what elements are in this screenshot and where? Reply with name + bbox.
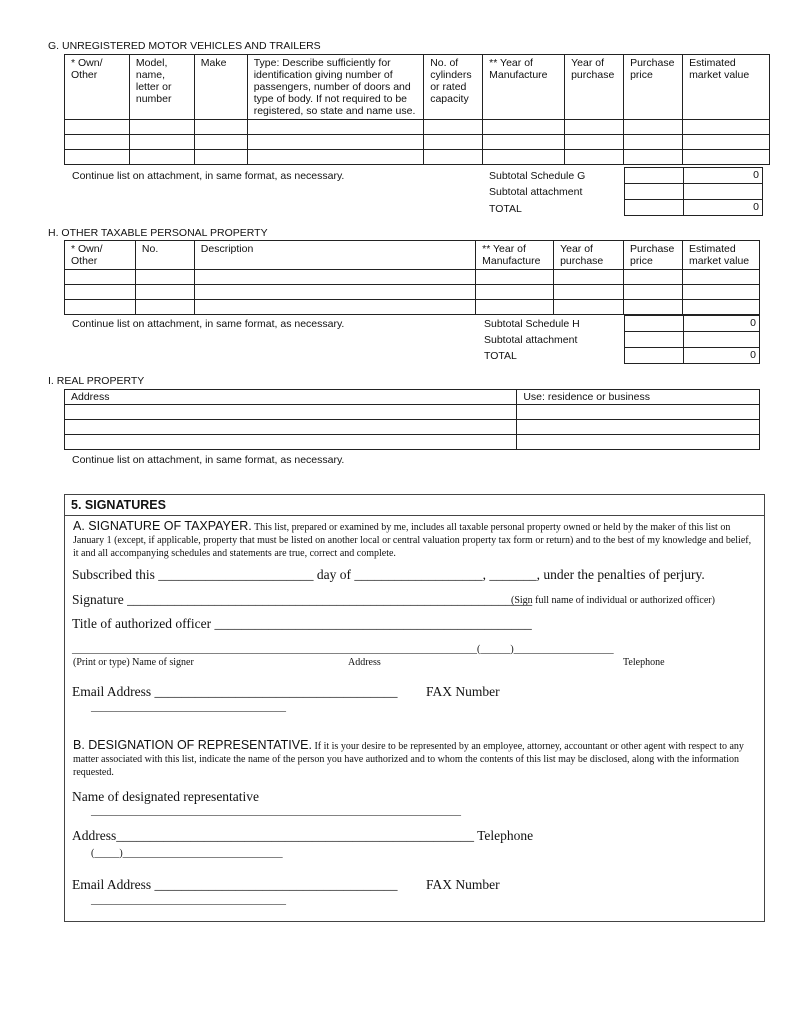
representative-title: B. DESIGNATION OF REPRESENTATIVE. xyxy=(73,738,312,752)
attachment-value-field[interactable] xyxy=(683,183,763,200)
col-header: Model, name, letter or number xyxy=(129,55,194,120)
subtotal-price-field[interactable] xyxy=(624,315,684,332)
subtotal-value-field[interactable]: 0 xyxy=(683,167,763,184)
signature-note: (Sign full name of individual or authorized officer) xyxy=(511,595,715,606)
col-header: ** Year of Manufacture xyxy=(476,241,554,270)
subscribed-line[interactable]: Subscribed this _______________________ day of ___________________, _______, under the penalties of perjury. xyxy=(72,567,705,582)
fax-line[interactable]: _______________________________________ xyxy=(91,702,286,713)
representative-statement xyxy=(73,739,753,779)
total-label: TOTAL xyxy=(484,350,517,362)
signer-line[interactable]: _________________________________________________________________________________(______)____________________ xyxy=(72,644,614,655)
col-header: Purchase price xyxy=(624,241,683,270)
col-header: No. of cylinders or rated capacity xyxy=(424,55,483,120)
continue-note: Continue list on attachment, in same format, as necessary. xyxy=(72,454,345,466)
total-value-field[interactable]: 0 xyxy=(683,347,760,364)
email-line[interactable]: Email Address ____________________________________ xyxy=(72,684,398,699)
subtotal-price-field[interactable] xyxy=(624,167,684,184)
taxpayer-title: A. SIGNATURE OF TAXPAYER. xyxy=(73,519,252,533)
col-header: * Own/ Other xyxy=(65,55,130,120)
total-label: TOTAL xyxy=(489,203,522,215)
address-label: Address xyxy=(348,657,381,668)
attachment-label: Subtotal attachment xyxy=(489,186,583,198)
continue-note: Continue list on attachment, in same format, as necessary. xyxy=(72,318,345,330)
col-header: Use: residence or business xyxy=(517,390,760,405)
col-header: Year of purchase xyxy=(554,241,624,270)
col-header: Make xyxy=(194,55,247,120)
rep-name-line[interactable]: __________________________________________________________________________ xyxy=(91,806,461,817)
table-row[interactable] xyxy=(65,150,770,165)
rep-email-line[interactable]: Email Address ____________________________________ xyxy=(72,877,398,892)
subtotal-label: Subtotal Schedule H xyxy=(484,318,580,330)
col-header: Type: Describe sufficiently for identification giving number of passengers, number of doors and type of body. If not required to be registered, so state and name use. xyxy=(247,55,423,120)
table-row[interactable] xyxy=(65,420,760,435)
section-g-table xyxy=(64,54,770,165)
subtotal-label: Subtotal Schedule G xyxy=(489,170,586,182)
col-header: Purchase price xyxy=(624,55,683,120)
attachment-price-field[interactable] xyxy=(624,331,684,348)
col-header: ** Year of Manufacture xyxy=(483,55,565,120)
section-h-title: H. OTHER TAXABLE PERSONAL PROPERTY xyxy=(48,227,268,239)
signatures-title: 5. SIGNATURES xyxy=(65,495,764,516)
table-row[interactable] xyxy=(65,120,770,135)
section-g-title: G. UNREGISTERED MOTOR VEHICLES AND TRAILERS xyxy=(48,40,321,52)
signature-line[interactable]: Signature ____________________________________________________________ xyxy=(72,592,533,607)
col-header: Year of purchase xyxy=(565,55,624,120)
total-price-field[interactable] xyxy=(624,199,684,216)
table-row[interactable] xyxy=(65,405,760,420)
table-row[interactable] xyxy=(65,135,770,150)
col-header: Estimated market value xyxy=(683,241,760,270)
section-i-table xyxy=(64,389,760,450)
table-row[interactable] xyxy=(65,300,760,315)
rep-phone-line[interactable]: (_____)________________________________ xyxy=(91,848,283,859)
total-price-field[interactable] xyxy=(624,347,684,364)
name-label: (Print or type) Name of signer xyxy=(73,657,194,668)
rep-name-label: Name of designated representative xyxy=(72,789,260,804)
taxpayer-statement xyxy=(73,520,753,560)
section-i-title: I. REAL PROPERTY xyxy=(48,375,145,387)
continue-note: Continue list on attachment, in same format, as necessary. xyxy=(72,170,345,182)
attachment-label: Subtotal attachment xyxy=(484,334,578,346)
subtotal-value-field[interactable]: 0 xyxy=(683,315,760,332)
signatures-section xyxy=(64,494,765,922)
table-row[interactable] xyxy=(65,435,760,450)
col-header: * Own/ Other xyxy=(65,241,136,270)
attachment-value-field[interactable] xyxy=(683,331,760,348)
col-header: No. xyxy=(135,241,194,270)
col-header: Address xyxy=(65,390,517,405)
attachment-price-field[interactable] xyxy=(624,183,684,200)
rep-address-line[interactable]: Address_____________________________________________________ Telephone xyxy=(72,828,534,843)
table-row[interactable] xyxy=(65,285,760,300)
section-h-table xyxy=(64,240,760,315)
rep-fax-label: FAX Number xyxy=(426,877,500,892)
col-header: Description xyxy=(194,241,475,270)
rep-fax-line[interactable]: _______________________________________ xyxy=(91,895,286,906)
fax-label: FAX Number xyxy=(426,684,500,699)
telephone-label: Telephone xyxy=(623,657,665,668)
taxpayer-text: This list, prepared or examined by me, includes all taxable personal property owned or held by the maker of this list on January 1 (except, if applicable, property that must be listed on another local or central valuation property tax form or return) and to the best of my knowledge and belief, it and all accompanying schedules and statements are true, correct and complete. xyxy=(73,522,752,559)
total-value-field[interactable]: 0 xyxy=(683,199,763,216)
representative-text: If it is your desire to be represented by an employee, attorney, accountant or other agent with respect to any matter associated with this list, indicate the name of the person you have authorized and to whom the contents of this list may be disclosed, along with the information requested. xyxy=(73,741,744,778)
col-header: Estimated market value xyxy=(683,55,770,120)
table-row[interactable] xyxy=(65,270,760,285)
officer-title-line[interactable]: Title of authorized officer _______________________________________________ xyxy=(72,616,532,631)
